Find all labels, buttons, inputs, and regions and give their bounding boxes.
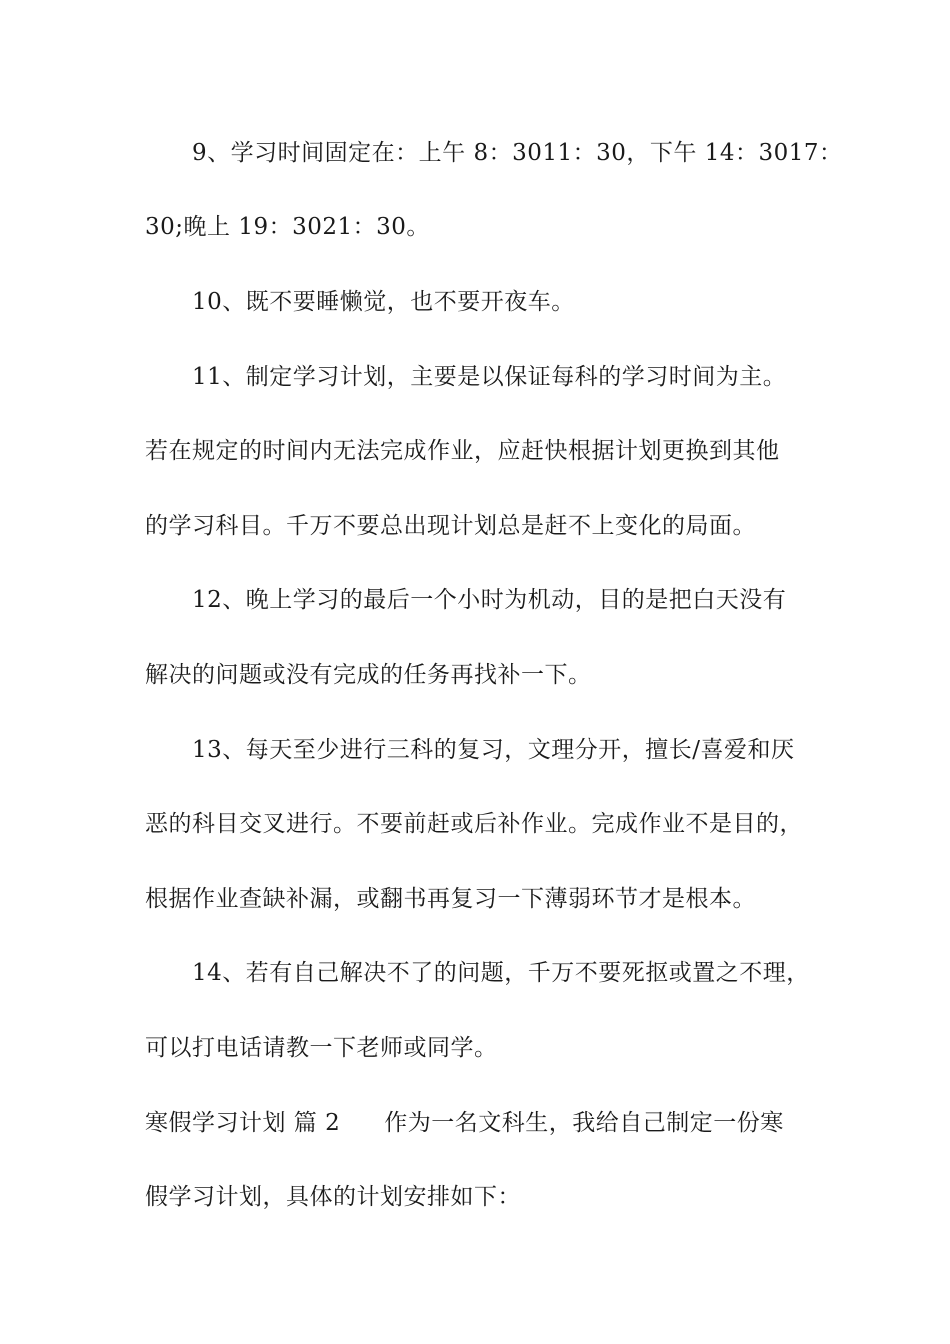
section-heading-line bbox=[145, 1108, 825, 1138]
item-10-line-1: 10、既不要睡懒觉，也不要开夜车。 bbox=[192, 289, 575, 315]
section-intro-first: 作为一名文科生，我给自己制定一份寒 bbox=[384, 1110, 784, 1136]
item-13-line-2: 恶的科目交叉进行。不要前赶或后补作业。完成作业不是目的， bbox=[145, 811, 803, 837]
item-11-line-3: 的学习科目。千万不要总出现计划总是赶不上变化的局面。 bbox=[145, 513, 756, 539]
item-12-line-2: 解决的问题或没有完成的任务再找补一下。 bbox=[145, 662, 592, 688]
item-14-line-2: 可以打电话请教一下老师或同学。 bbox=[145, 1035, 498, 1061]
item-13-line-3: 根据作业查缺补漏，或翻书再复习一下薄弱环节才是根本。 bbox=[145, 886, 756, 912]
item-11-line-2: 若在规定的时间内无法完成作业，应赶快根据计划更换到其他 bbox=[145, 438, 780, 464]
section-heading: 寒假学习计划 篇 2 bbox=[145, 1110, 341, 1136]
section-intro-second: 假学习计划，具体的计划安排如下： bbox=[145, 1184, 521, 1210]
item-13-line-1: 13、每天至少进行三科的复习，文理分开，擅长/喜爱和厌 bbox=[192, 737, 795, 763]
item-12-line-1: 12、晚上学习的最后一个小时为机动，目的是把白天没有 bbox=[192, 587, 787, 613]
item-9-line-2: 30;晚上 19：3021：30。 bbox=[145, 214, 430, 240]
item-14-line-1: 14、若有自己解决不了的问题，千万不要死抠或置之不理， bbox=[192, 960, 810, 986]
item-9-line-1: 9、学习时间固定在：上午 8：3011：30，下午 14：3017： bbox=[192, 140, 843, 166]
item-11-line-1: 11、制定学习计划，主要是以保证每科的学习时间为主。 bbox=[192, 364, 787, 390]
